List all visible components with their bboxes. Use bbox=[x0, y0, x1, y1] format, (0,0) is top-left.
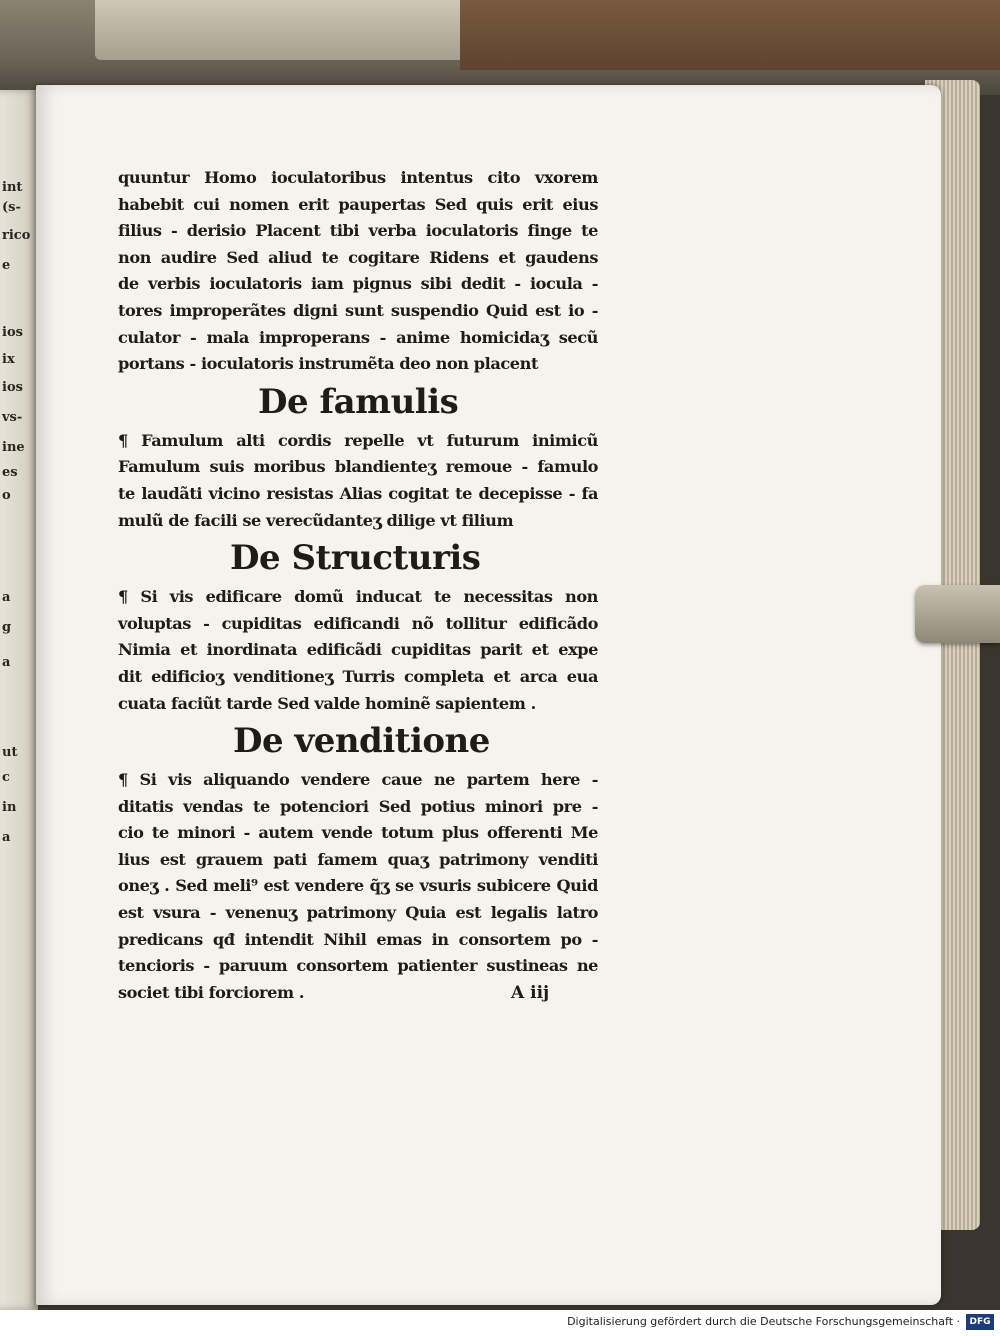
text-line: ditatis vendas te potenciori Sed potius minori pre - bbox=[118, 796, 598, 816]
text-line: cuata faciũt tarde Sed valde hominẽ sapientem . bbox=[118, 693, 536, 713]
text-line: mulũ de facili se verecũdanteʒ dilige vt filium bbox=[118, 510, 514, 530]
text-line: lius est grauem pati famem quaʒ patrimony venditi bbox=[118, 849, 598, 869]
text-line: voluptas - cupiditas edificandi nõ tollitur edificãdo bbox=[118, 613, 598, 633]
left-page-fragment: o bbox=[2, 488, 11, 503]
text-line: ¶ Si vis aliquando vendere caue ne partem here - bbox=[118, 770, 598, 790]
left-page-fragment: rico bbox=[2, 228, 31, 243]
text-line: quuntur Homo ioculatoribus intentus cito vxorem bbox=[118, 168, 598, 187]
signature-mark: A iij bbox=[511, 983, 550, 1003]
left-page-fragment: in bbox=[2, 800, 17, 815]
text-line: ¶ Famulum alti cordis repelle vt futurum inimicũ bbox=[118, 430, 598, 450]
section-heading: De famulis bbox=[258, 381, 459, 422]
cover-leather bbox=[460, 0, 1000, 70]
page-text bbox=[118, 165, 598, 1006]
text-section bbox=[118, 428, 598, 534]
text-line: predicans qđ intendit Nihil emas in consortem po - bbox=[118, 929, 598, 949]
book-clasp bbox=[915, 585, 1000, 643]
text-section bbox=[118, 165, 598, 378]
funding-notice: Digitalisierung gefördert durch die Deutsche Forschungsgemeinschaft · bbox=[567, 1315, 960, 1328]
left-page-fragment: ios bbox=[2, 325, 23, 340]
left-page-fragment: a bbox=[2, 590, 11, 605]
cover-binding bbox=[95, 0, 465, 60]
left-page-fragment: a bbox=[2, 655, 11, 670]
text-line: cio te minori - autem vende totum plus offerenti Me bbox=[118, 823, 598, 843]
left-page-fragment: ine bbox=[2, 440, 25, 455]
text-line: est vsura - venenuʒ patrimony Quia est legalis latro bbox=[118, 903, 598, 923]
left-page-fragment: c bbox=[2, 770, 10, 785]
text-section bbox=[118, 767, 598, 1006]
left-page-fragment: vs- bbox=[2, 410, 23, 425]
text-line: te laudãti vicino resistas Alias cogitat te decepisse - fa bbox=[118, 483, 598, 503]
text-line: non audire Sed aliud te cogitare Ridens et gaudens bbox=[118, 247, 598, 267]
left-page-fragment: ix bbox=[2, 352, 15, 367]
text-line: societ tibi forciorem . bbox=[118, 982, 305, 1002]
left-page-fragment: int bbox=[2, 180, 23, 195]
left-page-fragment: ut bbox=[2, 745, 18, 760]
text-line: tencioris - paruum consortem patienter sustineas ne bbox=[118, 956, 598, 976]
text-line: Nimia et inordinata edificãdi cupiditas parit et expe bbox=[118, 640, 598, 660]
text-line: habebit cui nomen erit paupertas Sed quis erit eius bbox=[118, 194, 598, 214]
section-heading: De Structuris bbox=[230, 538, 481, 579]
left-page-fragment: (s- bbox=[2, 200, 21, 215]
text-line: culator - mala improperans - anime homicidaʒ secũ bbox=[118, 327, 598, 347]
left-page-fragment: e bbox=[2, 258, 11, 273]
left-page-margin bbox=[0, 90, 38, 1310]
left-page-fragment: a bbox=[2, 830, 11, 845]
left-page-fragment: g bbox=[2, 620, 12, 635]
dfg-logo: DFG bbox=[966, 1314, 994, 1330]
left-page-fragment: es bbox=[2, 465, 18, 480]
text-line: oneʒ . Sed meli⁹ est vendere q̃ʒ se vsuris subicere Quid bbox=[118, 876, 598, 896]
text-line: tores improperãtes digni sunt suspendio Quid est io - bbox=[118, 300, 598, 320]
text-line: Famulum suis moribus blandienteʒ remoue - famulo bbox=[118, 457, 598, 477]
text-section bbox=[118, 584, 598, 717]
left-page-fragment: ios bbox=[2, 380, 23, 395]
text-line: portans - ioculatoris instrumẽta deo non placent bbox=[118, 354, 539, 374]
text-line: de verbis ioculatoris iam pignus sibi dedit - iocula - bbox=[118, 274, 598, 294]
section-heading: De venditione bbox=[233, 721, 490, 762]
footer-bar bbox=[0, 1310, 1000, 1336]
text-line: filius - derisio Placent tibi verba ioculatoris finge te bbox=[118, 221, 598, 241]
text-line: dit edificioʒ venditioneʒ Turris completa et arca eua bbox=[118, 666, 598, 686]
text-line: ¶ Si vis edificare domũ inducat te necessitas non bbox=[118, 587, 598, 607]
